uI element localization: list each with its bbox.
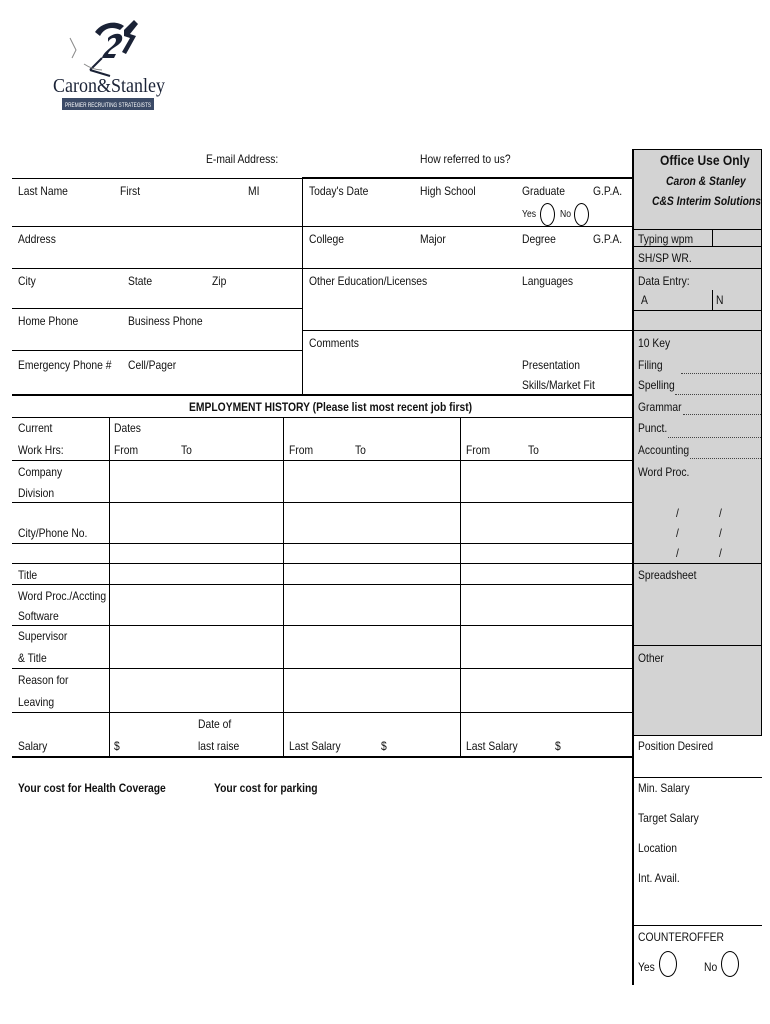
accounting-label: Accounting — [638, 443, 690, 457]
title-label: Title — [18, 568, 38, 582]
graduate-no-radio[interactable] — [574, 203, 589, 226]
from-label-1: From — [114, 443, 139, 457]
data-entry-n: N — [716, 293, 724, 307]
punct-label: Punct. — [638, 421, 668, 435]
home-phone-label: Home Phone — [18, 314, 79, 328]
salary-dollar-2: $ — [381, 739, 387, 753]
min-salary-label: Min. Salary — [638, 781, 690, 795]
mi-label: MI — [248, 184, 260, 198]
city-phone-label: City/Phone No. — [18, 526, 88, 540]
employment-history-title: EMPLOYMENT HISTORY (Please list most recent job first) — [189, 400, 473, 414]
salary-dollar-3: $ — [555, 739, 561, 753]
target-salary-label: Target Salary — [638, 811, 699, 825]
grammar-label: Grammar — [638, 400, 682, 414]
office-company-1: Caron & Stanley — [666, 174, 746, 188]
supervisor-label: Supervisor — [18, 629, 68, 643]
slash-3a: / — [676, 546, 679, 560]
spreadsheet-label: Spreadsheet — [638, 568, 697, 582]
todays-date-label: Today's Date — [309, 184, 369, 198]
from-label-2: From — [289, 443, 314, 457]
referred-label: How referred to us? — [420, 152, 511, 166]
counteroffer-yes-radio[interactable] — [659, 951, 677, 977]
last-raise-label: last raise — [198, 739, 240, 753]
and-title-label: & Title — [18, 651, 47, 665]
salary-dollar-1: $ — [114, 739, 120, 753]
to-label-2: To — [355, 443, 366, 457]
other-education-label: Other Education/Licenses — [309, 274, 428, 288]
emergency-phone-label: Emergency Phone # — [18, 358, 112, 372]
word-proc-label: Word Proc. — [638, 465, 690, 479]
office-title: Office Use Only — [660, 152, 750, 168]
cell-pager-label: Cell/Pager — [128, 358, 177, 372]
city-label: City — [18, 274, 36, 288]
typing-wpm-label: Typing wpm — [638, 232, 694, 246]
skills-market-fit-label: Skills/Market Fit — [522, 378, 595, 392]
college-gpa-label: G.P.A. — [593, 232, 623, 246]
company-label: Company — [18, 465, 63, 479]
last-name-label: Last Name — [18, 184, 68, 198]
slash-2b: / — [719, 526, 722, 540]
degree-label: Degree — [522, 232, 556, 246]
filing-label: Filing — [638, 358, 663, 372]
int-avail-label: Int. Avail. — [638, 871, 680, 885]
to-label-1: To — [181, 443, 192, 457]
college-label: College — [309, 232, 345, 246]
slash-1b: / — [719, 506, 722, 520]
word-proc-accting-label: Word Proc./Accting — [18, 589, 107, 603]
current-label: Current — [18, 421, 53, 435]
position-desired-label: Position Desired — [638, 739, 714, 753]
business-phone-label: Business Phone — [128, 314, 203, 328]
parking-cost-label: Your cost for parking — [214, 781, 318, 795]
counteroffer-no-radio[interactable] — [721, 951, 739, 977]
logo-brand: Caron&Stanley — [53, 75, 165, 97]
last-salary-label-2: Last Salary — [466, 739, 518, 753]
shsp-label: SH/SP WR. — [638, 251, 692, 265]
office-company-2: C&S Interim Solutions — [652, 194, 761, 208]
graduate-label: Graduate — [522, 184, 566, 198]
software-label: Software — [18, 609, 59, 623]
email-label: E-mail Address: — [206, 152, 279, 166]
work-hrs-label: Work Hrs: — [18, 443, 64, 457]
location-label: Location — [638, 841, 678, 855]
high-school-label: High School — [420, 184, 476, 198]
first-name-label: First — [120, 184, 141, 198]
dates-label: Dates — [114, 421, 141, 435]
salary-label: Salary — [18, 739, 48, 753]
counteroffer-yes-label: Yes — [638, 960, 655, 974]
counteroffer-no-label: No — [704, 960, 718, 974]
slash-2a: / — [676, 526, 679, 540]
to-label-3: To — [528, 443, 539, 457]
logo-tagline: PREMIER RECRUITING STRATEGISTS — [65, 103, 151, 109]
counteroffer-label: COUNTEROFFER — [638, 930, 724, 944]
leaving-label: Leaving — [18, 695, 55, 709]
slash-1a: / — [676, 506, 679, 520]
ten-key-label: 10 Key — [638, 336, 671, 350]
health-coverage-label: Your cost for Health Coverage — [18, 781, 166, 795]
caron-stanley-logo — [50, 14, 170, 116]
from-label-3: From — [466, 443, 491, 457]
reason-for-label: Reason for — [18, 673, 69, 687]
gpa-label: G.P.A. — [593, 184, 623, 198]
data-entry-label: Data Entry: — [638, 274, 690, 288]
graduate-yes-radio[interactable] — [540, 203, 555, 226]
state-label: State — [128, 274, 153, 288]
zip-label: Zip — [212, 274, 227, 288]
presentation-label: Presentation — [522, 358, 580, 372]
major-label: Major — [420, 232, 446, 246]
graduate-yes-label: Yes — [522, 209, 537, 220]
data-entry-a: A — [641, 293, 648, 307]
address-label: Address — [18, 232, 56, 246]
division-label: Division — [18, 486, 55, 500]
graduate-no-label: No — [560, 209, 572, 220]
spelling-label: Spelling — [638, 378, 675, 392]
slash-3b: / — [719, 546, 722, 560]
other-label: Other — [638, 651, 664, 665]
last-salary-label-1: Last Salary — [289, 739, 341, 753]
comments-label: Comments — [309, 336, 359, 350]
date-of-label: Date of — [198, 717, 232, 731]
languages-label: Languages — [522, 274, 574, 288]
